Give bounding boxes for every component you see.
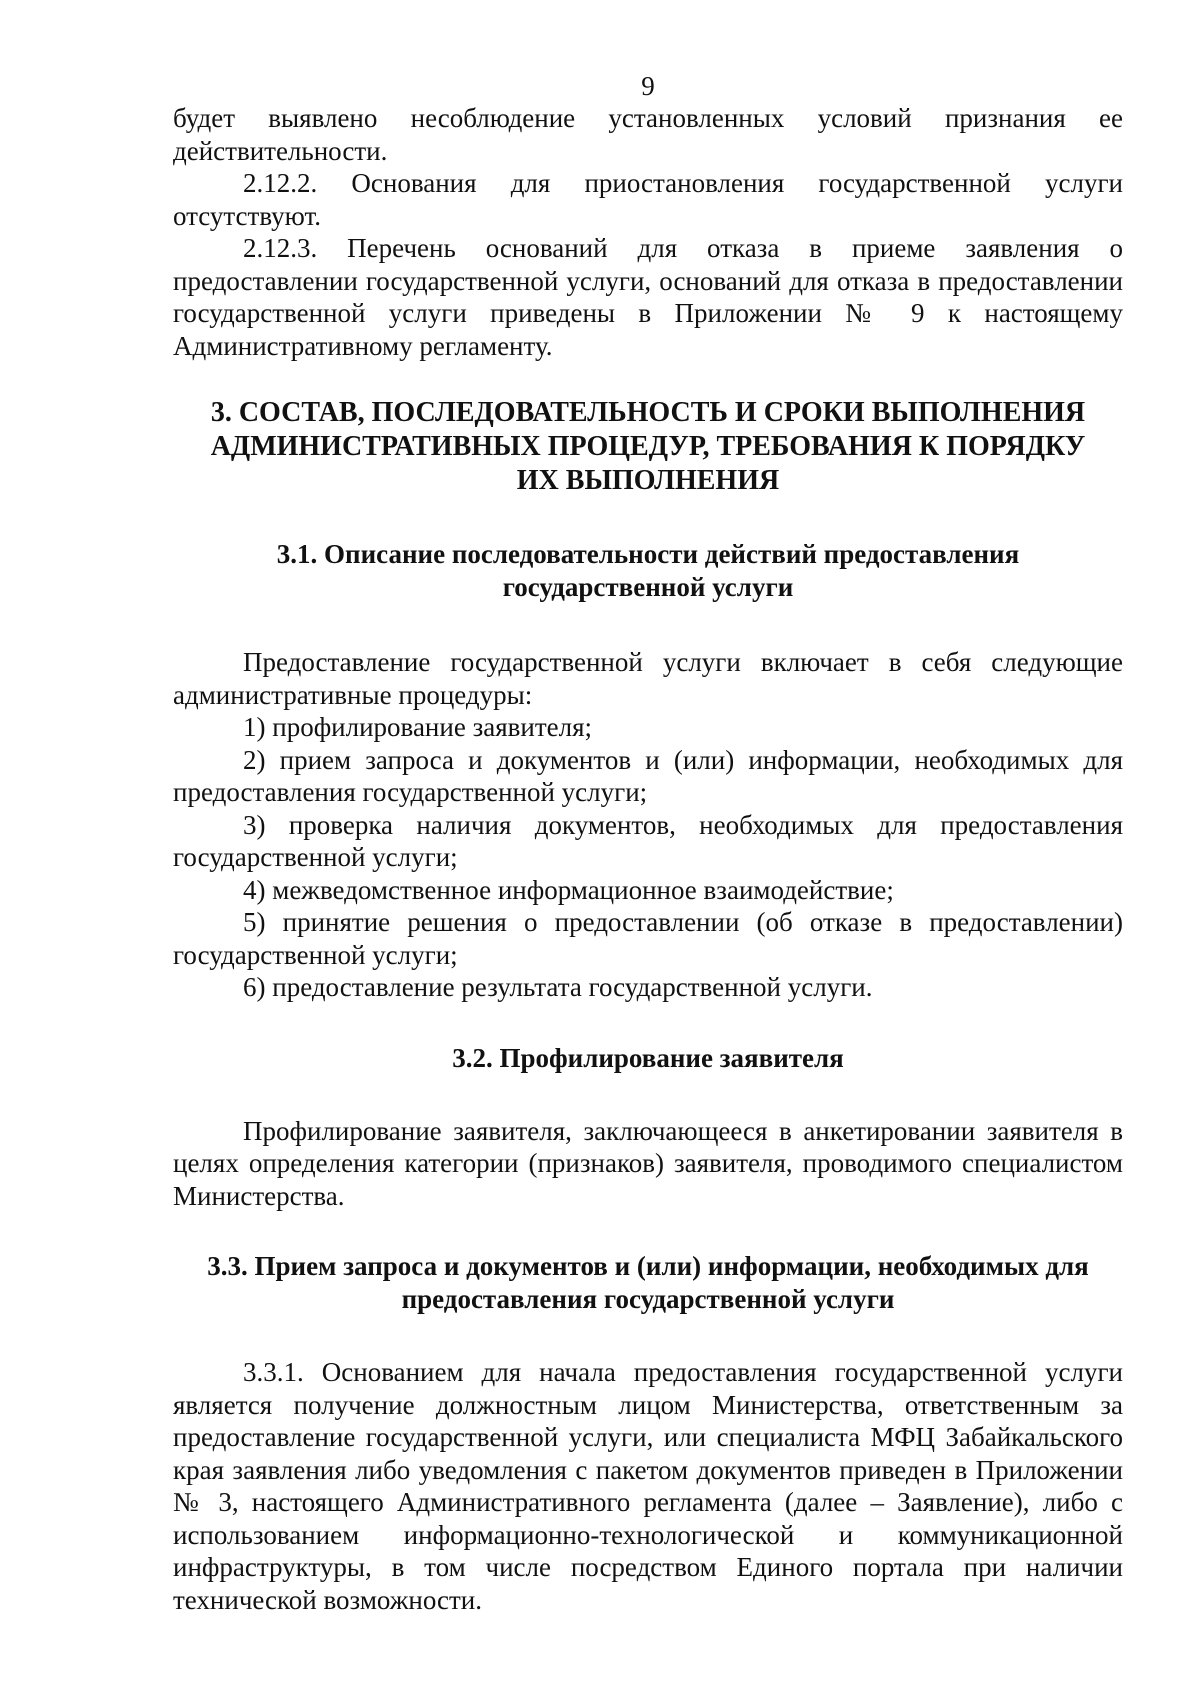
section-3-1-intro: Предоставление государственной услуги включает в себя следующие административные процедуры: bbox=[173, 647, 1123, 710]
list-item-2: 2) прием запроса и документов и (или) информации, необходимых для предоставления государственной услуги; bbox=[173, 744, 1123, 807]
paragraph-2-12-3: 2.12.3. Перечень оснований для отказа в приеме заявления о предоставлении государственной услуги, оснований для отказа в предоставлении государственной услуги приведены в Приложении № 9 к настоящему Административному регламенту. bbox=[173, 233, 1123, 361]
section-3-1-heading-line-2: государственной услуги bbox=[502, 572, 794, 602]
list-item-5: 5) принятие решения о предоставлении (об отказе в предоставлении) государственной услуги; bbox=[173, 907, 1123, 970]
section-3-1-heading-line-1: 3.1. Описание последовательности действий предоставления bbox=[276, 539, 1020, 569]
section-3-heading-line-2: АДМИНИСТРАТИВНЫХ ПРОЦЕДУР, ТРЕБОВАНИЯ К ПОРЯДКУ bbox=[210, 431, 1086, 462]
section-3-3-1-text: 3.3.1. Основанием для начала предоставления государственной услуги является получение должностным лицом Министерства, ответственным за предоставление государственной услуги, или специалиста МФЦ Забайкальского края заявления либо уведомления с пакетом документов приведен в Приложении № 3, настоящего Административного регламента (далее – Заявление), либо с использованием информационно-технологической и коммуникационной инфраструктуры, в том числе посредством Единого портала при наличии технической возможности. bbox=[173, 1357, 1123, 1615]
section-3-3-heading-line-2: предоставления государственной услуги bbox=[401, 1284, 895, 1314]
section-3-2-text: Профилирование заявителя, заключающееся в анкетировании заявителя в целях определения категории (признаков) заявителя, проводимого специалистом Министерства. bbox=[173, 1115, 1123, 1211]
section-3-3-heading bbox=[173, 1250, 1123, 1316]
list-item-4: 4) межведомственное информационное взаимодействие; bbox=[243, 874, 894, 905]
paragraph-2-12-2: 2.12.2. Основания для приостановления государственной услуги отсутствуют. bbox=[173, 168, 1123, 231]
section-3-1-heading bbox=[173, 538, 1123, 604]
section-3-heading bbox=[173, 396, 1123, 498]
page-number: 9 bbox=[641, 71, 655, 101]
section-3-heading-line-3: ИХ ВЫПОЛНЕНИЯ bbox=[516, 465, 780, 496]
section-3-2-heading: 3.2. Профилирование заявителя bbox=[452, 1042, 844, 1073]
paragraph-continuation: будет выявлено несоблюдение установленных условий признания ее действительности. bbox=[173, 103, 1123, 166]
section-3-3-heading-line-1: 3.3. Прием запроса и документов и (или) информации, необходимых для bbox=[207, 1251, 1089, 1281]
list-item-3: 3) проверка наличия документов, необходимых для предоставления государственной услуги; bbox=[173, 809, 1123, 872]
document-page bbox=[173, 70, 1123, 1616]
list-item-1: 1) профилирование заявителя; bbox=[243, 712, 593, 742]
section-3-heading-line-1: 3. СОСТАВ, ПОСЛЕДОВАТЕЛЬНОСТЬ И СРОКИ ВЫПОЛНЕНИЯ bbox=[210, 397, 1086, 428]
list-item-6: 6) предоставление результата государственной услуги. bbox=[243, 972, 873, 1002]
